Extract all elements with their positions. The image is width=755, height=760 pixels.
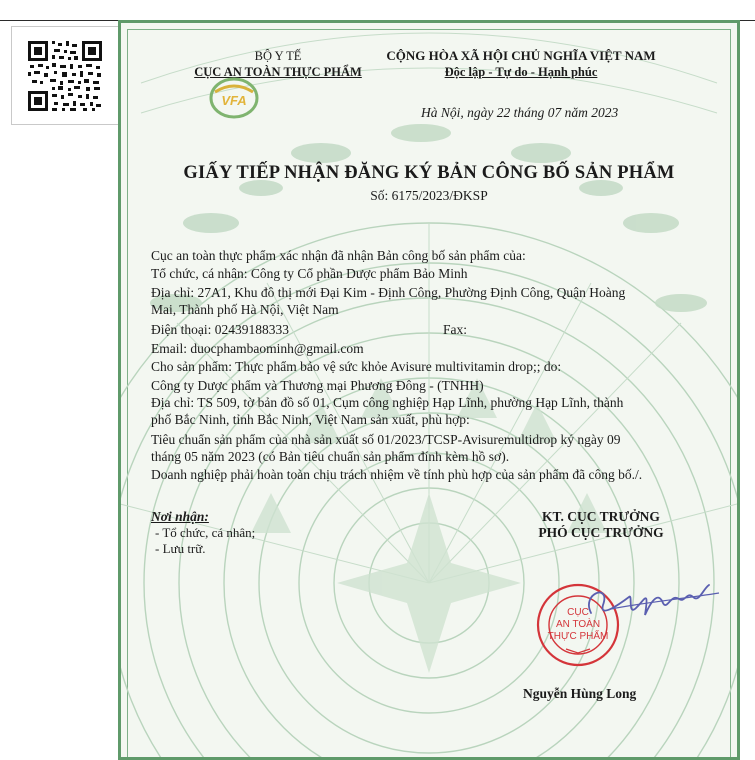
- signer-role-1: KT. CỤC TRƯỞNG: [542, 509, 660, 524]
- body-line-1: Cục an toàn thực phẩm xác nhận đã nhận Bản công bố sản phẩm của:: [151, 248, 526, 263]
- certificate-document: [118, 20, 740, 760]
- stamp-line-1: CỤC: [567, 607, 589, 618]
- standard-line-2: tháng 05 năm 2023 (có Bản tiêu chuẩn sản phẩm đính kèm hồ sơ).: [151, 449, 510, 464]
- qr-code-graphic: [28, 41, 102, 111]
- body-line-3: Địa chỉ: 27A1, Khu đô thị mới Đại Kim - Định Công, Phường Định Công, Quận Hoàng: [151, 285, 626, 300]
- handwritten-signature: [541, 563, 731, 633]
- agency-name: CỤC AN TOÀN THỰC PHẨM: [194, 65, 362, 79]
- top-bar: [0, 0, 755, 21]
- stamp-line-3: THỰC PHẨM: [547, 631, 609, 642]
- vfa-logo-text: VFA: [221, 93, 247, 108]
- phone-line: Điện thoại: 02439188333: [151, 322, 289, 337]
- manufacturer-address-2: phố Bắc Ninh, tỉnh Bắc Ninh, Việt Nam sản xuất, phù hợp:: [151, 412, 470, 427]
- national-motto: Độc lập - Tự do - Hạnh phúc: [444, 65, 598, 79]
- document-number: Số: 6175/2023/ĐKSP: [370, 188, 488, 203]
- responsibility-line: Doanh nghiệp phải hoàn toàn chịu trách nhiệm về tính phù hợp của sản phẩm đã công bố./.: [151, 467, 643, 482]
- ministry-name: BỘ Y TẾ: [254, 49, 302, 63]
- fax-line: Fax:: [443, 322, 468, 337]
- signer-role-2: PHÓ CỤC TRƯỞNG: [538, 525, 664, 540]
- stamp-line-2: AN TOÀN: [555, 619, 601, 630]
- issue-date: Hà Nội, ngày 22 tháng 07 năm 2023: [421, 105, 619, 120]
- email-line: Email: duocphambaominh@gmail.com: [151, 341, 364, 356]
- body-line-2: Tổ chức, cá nhân: Công ty Cổ phần Dược phẩm Bảo Minh: [151, 266, 468, 281]
- recipient-2: - Lưu trữ.: [155, 541, 206, 556]
- qr-code[interactable]: [11, 26, 120, 125]
- ministry-header: [173, 48, 383, 80]
- signer-name: Nguyễn Hùng Long: [523, 686, 637, 701]
- recipients-title: Nơi nhận:: [151, 509, 209, 524]
- vfa-logo: [209, 76, 259, 120]
- manufacturer-address-1: Địa chỉ: TS 509, tờ bản đồ số 01, Cụm công nghiệp Hạp Lĩnh, phường Hạp Lĩnh, thành: [151, 395, 624, 410]
- product-line: Cho sản phẩm: Thực phẩm bảo vệ sức khỏe Avisure multivitamin drop;; do:: [151, 359, 562, 374]
- document-title: GIẤY TIẾP NHẬN ĐĂNG KÝ BẢN CÔNG BỐ SẢN PHẨM: [183, 163, 675, 183]
- body-line-4: Mai, Thành phố Hà Nội, Việt Nam: [151, 302, 339, 317]
- standard-line-1: Tiêu chuẩn sản phẩm của nhà sản xuất số 01/2023/TCSP-Avisuremultidrop ký ngày 09: [151, 432, 621, 447]
- recipient-1: - Tổ chức, cá nhân;: [155, 525, 256, 540]
- national-title: CỘNG HÒA XÃ HỘI CHỦ NGHĨA VIỆT NAM: [386, 48, 656, 63]
- national-header: [371, 47, 671, 81]
- manufacturer-line: Công ty Dược phẩm và Thương mại Phương Đông - (TNHH): [151, 378, 484, 393]
